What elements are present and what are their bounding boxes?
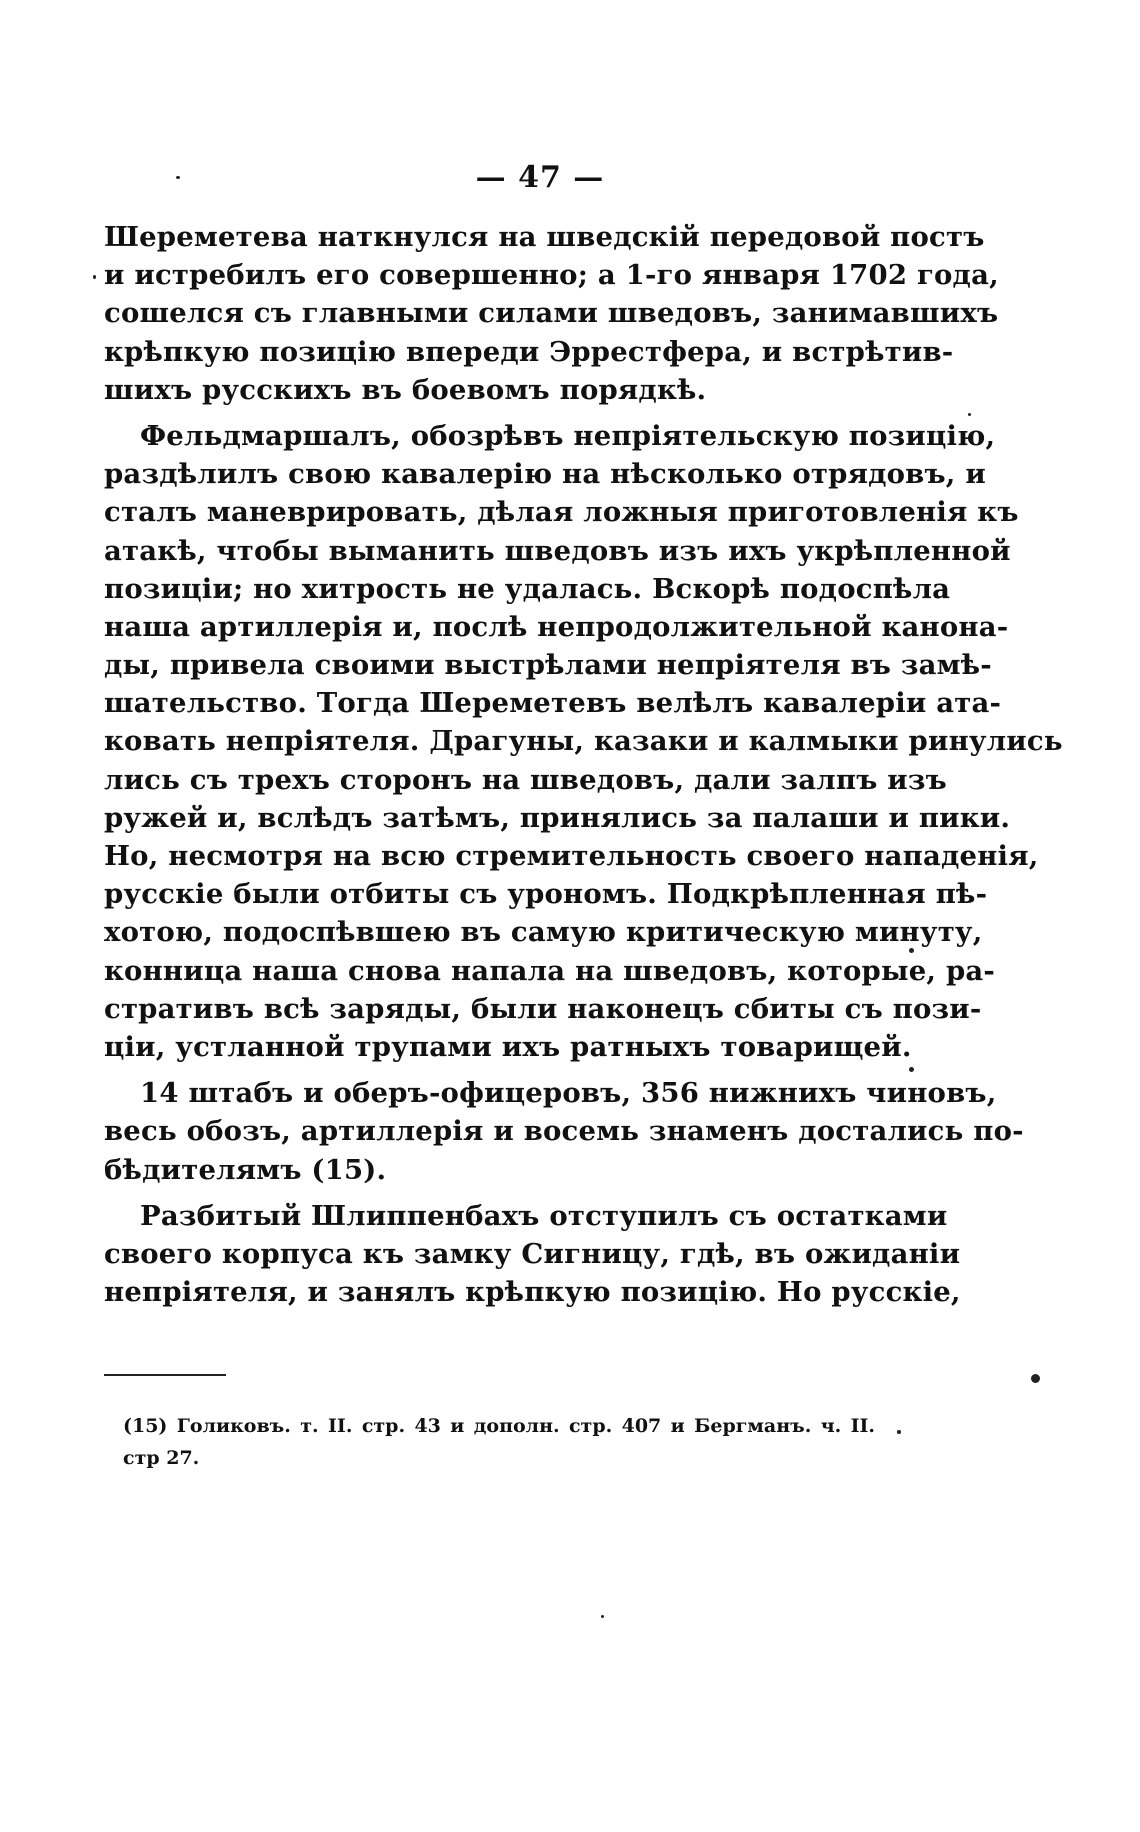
text-line: Шереметева наткнулся на шведскій передовой постъ: [104, 221, 985, 253]
text-line: Фельдмаршалъ, обозрѣвъ непріятельскую позицію,: [140, 419, 996, 452]
text-line: сталъ маневрировать, дѣлая ложныя приготовленія къ: [104, 496, 1019, 529]
footnote-line: (15) Голиковъ. т. II. стр. 43 и дополн. стр. 407 и Бергманъ. ч. II.: [123, 1415, 875, 1437]
footnote-rule: [104, 1374, 226, 1376]
text-line: шательство. Тогда Шереметевъ велѣлъ кавалеріи ата-: [104, 687, 1002, 720]
text-line: своего корпуса къ замку Сигницу, гдѣ, въ ожиданіи: [104, 1237, 961, 1270]
page-number: — 47 —: [475, 160, 605, 195]
text-line: бѣдителямъ (15).: [104, 1153, 387, 1186]
text-line: атакѣ, чтобы выманить шведовъ изъ ихъ укрѣпленной: [104, 534, 1011, 567]
text-line: ковать непріятеля. Драгуны, казаки и калмыки ринулись: [104, 725, 1063, 758]
text-line: хотою, подоспѣвшею въ самую критическую минуту,: [104, 916, 983, 949]
paragraph-gap: [104, 409, 876, 417]
scan-speck: [601, 1615, 604, 1618]
text-line: конница наша снова напала на шведовъ, которые, ра-: [104, 954, 996, 987]
text-line: крѣпкую позицію впереди Эррестфера, и встрѣтив-: [104, 335, 954, 368]
text-line: 14 штабъ и оберъ-офицеровъ, 356 нижнихъ чиновъ,: [140, 1077, 997, 1110]
scan-speck: [1031, 1374, 1040, 1383]
text-line: ціи, устланной трупами ихъ ратныхъ товарищей.: [104, 1030, 912, 1063]
text-line: русскіе были отбиты съ урономъ. Подкрѣпленная пѣ-: [104, 878, 988, 911]
scan-speck: [968, 413, 971, 416]
scan-speck: [909, 948, 914, 953]
text-line: Но, несмотря на всю стремительность своего нападенія,: [104, 840, 1039, 872]
paragraph: [104, 417, 1063, 1066]
text-line: непріятеля, и занялъ крѣпкую позицію. Но русскіе,: [104, 1276, 961, 1309]
paragraph-gap: [104, 1189, 876, 1197]
text-line: Разбитый Шлиппенбахъ отступилъ съ остатками: [140, 1199, 948, 1232]
scan-speck: [176, 176, 180, 179]
paragraph-gap: [104, 1066, 876, 1074]
text-line: сошелся съ главными силами шведовъ, занимавшихъ: [104, 297, 999, 330]
text-line: наша артиллерія и, послѣ непродолжительной канона-: [104, 610, 1009, 643]
body-text: [104, 218, 1063, 1311]
scan-speck: [897, 1430, 901, 1434]
text-line: весь обозъ, артиллерія и восемь знаменъ достались по-: [104, 1115, 1024, 1148]
footnote-line: стр 27.: [123, 1447, 200, 1469]
scan-speck: [909, 1067, 914, 1072]
paragraph: [104, 1197, 961, 1312]
text-line: шихъ русскихъ въ боевомъ порядкѣ.: [104, 373, 707, 406]
footnote: [123, 1410, 875, 1474]
paragraph: [104, 1074, 1024, 1189]
paragraph: [104, 218, 999, 409]
text-line: ды, привела своими выстрѣлами непріятеля въ замѣ-: [104, 649, 992, 682]
text-line: стративъ всѣ заряды, были наконецъ сбиты съ пози-: [104, 992, 982, 1025]
text-line: лись съ трехъ сторонъ на шведовъ, дали залпъ изъ: [104, 763, 947, 796]
text-line: ружей и, вслѣдъ затѣмъ, принялись за палаши и пики.: [104, 801, 1011, 834]
text-line: раздѣлилъ свою кавалерію на нѣсколько отрядовъ, и: [104, 458, 986, 491]
scan-speck: [93, 275, 96, 279]
text-line: и истребилъ его совершенно; а 1-го января 1702 года,: [104, 259, 999, 292]
text-line: позиціи; но хитрость не удалась. Вскорѣ подоспѣла: [104, 572, 951, 605]
